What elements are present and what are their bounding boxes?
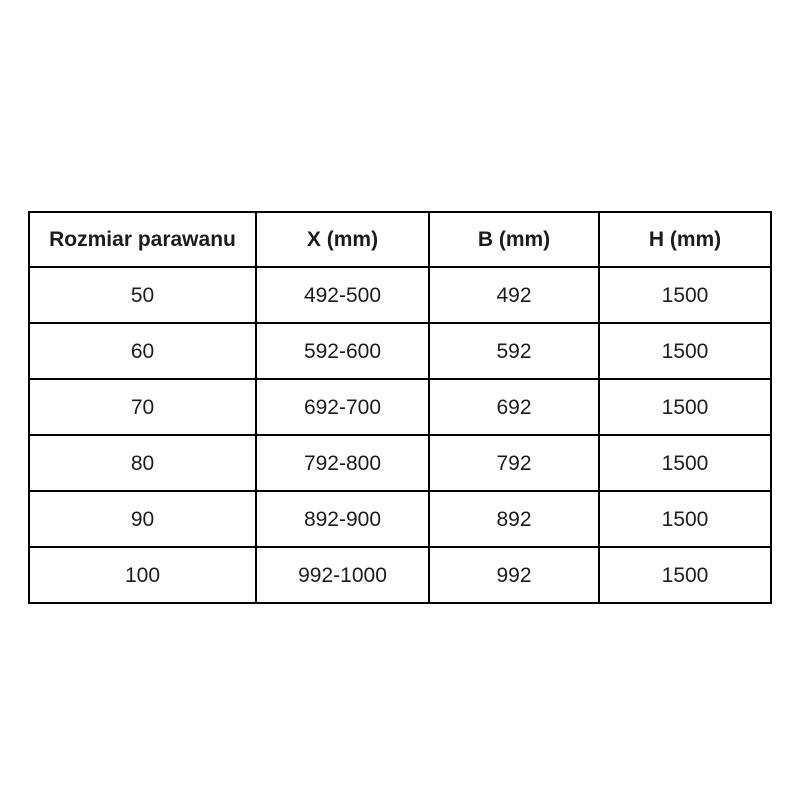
table-cell: 100 — [29, 547, 256, 603]
table-cell: 1500 — [599, 379, 771, 435]
column-header: X (mm) — [256, 212, 429, 267]
table-cell: 492-500 — [256, 267, 429, 323]
table-cell: 60 — [29, 323, 256, 379]
table-cell: 892 — [429, 491, 599, 547]
table-cell: 90 — [29, 491, 256, 547]
table-cell: 1500 — [599, 267, 771, 323]
table-cell: 592 — [429, 323, 599, 379]
table-header-row — [29, 212, 771, 267]
table-row — [29, 323, 771, 379]
table-cell: 1500 — [599, 435, 771, 491]
table-cell: 70 — [29, 379, 256, 435]
table-cell: 80 — [29, 435, 256, 491]
table-cell: 1500 — [599, 491, 771, 547]
table-row — [29, 491, 771, 547]
column-header: Rozmiar parawanu — [29, 212, 256, 267]
size-spec-table — [28, 211, 772, 604]
table-row — [29, 379, 771, 435]
table-cell: 792 — [429, 435, 599, 491]
table-row — [29, 435, 771, 491]
table-row — [29, 267, 771, 323]
table-cell: 692 — [429, 379, 599, 435]
table-cell: 892-900 — [256, 491, 429, 547]
table-cell: 1500 — [599, 547, 771, 603]
table-cell: 1500 — [599, 323, 771, 379]
table-row — [29, 547, 771, 603]
column-header: B (mm) — [429, 212, 599, 267]
table-cell: 792-800 — [256, 435, 429, 491]
table-cell: 50 — [29, 267, 256, 323]
table-body — [29, 267, 771, 603]
table-cell: 492 — [429, 267, 599, 323]
table-cell: 992-1000 — [256, 547, 429, 603]
table-cell: 592-600 — [256, 323, 429, 379]
table-cell: 692-700 — [256, 379, 429, 435]
column-header: H (mm) — [599, 212, 771, 267]
table-cell: 992 — [429, 547, 599, 603]
